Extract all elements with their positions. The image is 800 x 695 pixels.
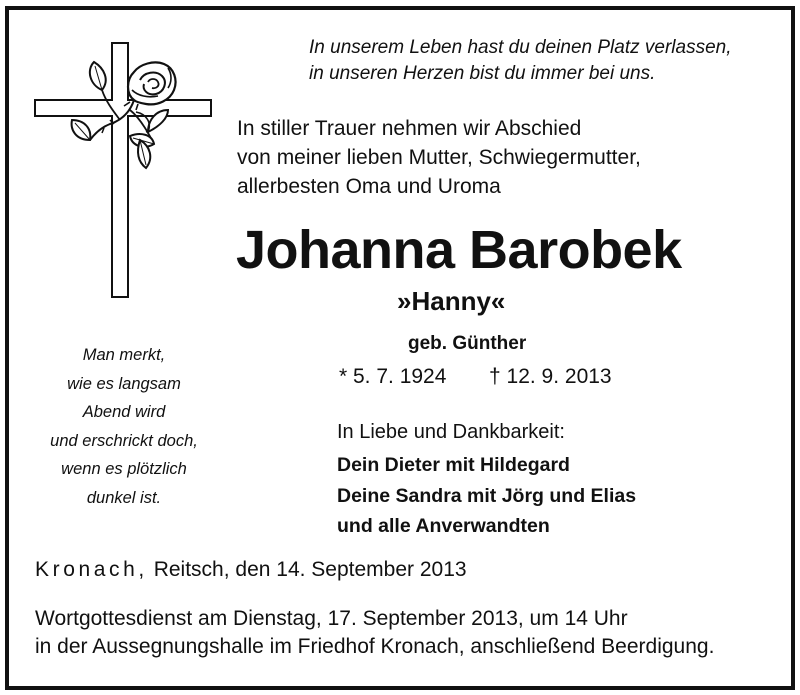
service-line: in der Aussegnungshalle im Friedhof Kronach, anschließend Beerdigung. [35, 635, 715, 658]
maiden-name: geb. Günther [408, 333, 527, 354]
intro-line: allerbesten Oma und Uroma [237, 175, 501, 198]
quote-line: dunkel ist. [86, 488, 162, 507]
motto-line: In unserem Leben hast du deinen Platz verlassen, [309, 37, 732, 58]
quote-line: Abend wird [82, 403, 166, 422]
service-line: Wortgottesdienst am Dienstag, 17. September 2013, um 14 Uhr [35, 607, 628, 630]
quote-line: wie es langsam [67, 374, 181, 393]
place-and-date [35, 556, 467, 584]
mourner-line: und alle Anverwandten [337, 515, 550, 537]
quote-line: Man merkt, [82, 346, 166, 364]
motto-line: in unseren Herzen bist du immer bei uns. [309, 63, 656, 84]
service-info [35, 605, 714, 661]
quote-line: und erschrickt doch, [50, 431, 198, 450]
quote-line: wenn es plötzlich [61, 460, 187, 479]
mourner-line: Deine Sandra mit Jörg und Elias [337, 484, 637, 507]
quote [24, 341, 224, 513]
gratitude-line: In Liebe und Dankbarkeit: [337, 421, 565, 443]
nickname: »Hanny« [397, 286, 506, 316]
mourners-list [337, 450, 636, 542]
intro-text [237, 114, 641, 201]
date-text: Reitsch, den 14. September 2013 [153, 558, 467, 581]
death-date: † 12. 9. 2013 [489, 365, 612, 388]
deceased-name: Johanna Barobek [236, 220, 682, 280]
town-name: Kronach, [35, 558, 148, 581]
intro-line: von meiner lieben Mutter, Schwiegermutter, [237, 146, 641, 169]
birth-date: * 5. 7. 1924 [339, 365, 447, 388]
intro-line: In stiller Trauer nehmen wir Abschied [237, 117, 582, 140]
motto [309, 35, 732, 87]
mourner-line: Dein Dieter mit Hildegard [337, 454, 570, 476]
cross-with-rose-icon [30, 40, 215, 305]
